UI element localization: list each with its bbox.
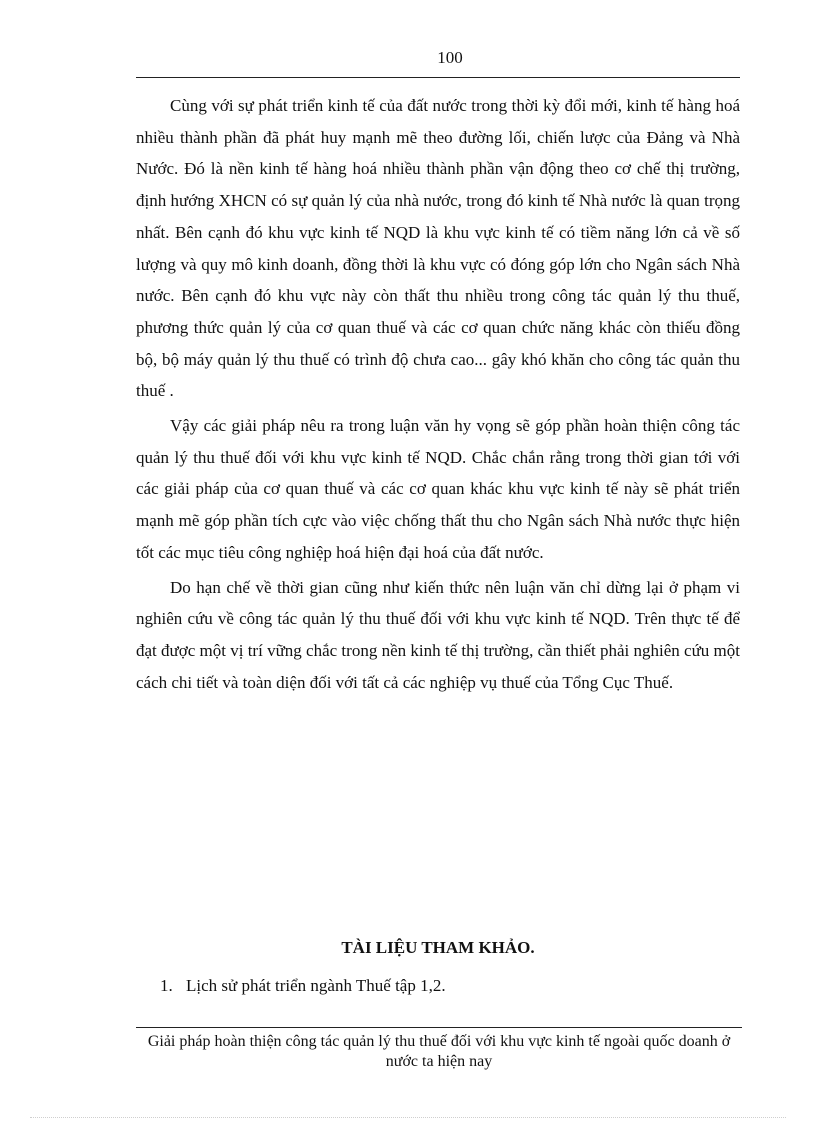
header-divider	[136, 77, 740, 78]
page-number: 100	[437, 48, 463, 67]
footer-divider	[136, 1027, 742, 1028]
footer-title: Giải pháp hoàn thiện công tác quản lý thu thuế đối với khu vực kinh tế ngoài quốc doanh ở nước ta hiện nay	[147, 1033, 731, 1070]
paragraph: Do hạn chế về thời gian cũng như kiến thức nên luận văn chỉ dừng lại ở phạm vi nghiên cứu về công tác quản lý thu thuế đối với khu vực kinh tế NQD. Trên thực tế để đạt được một vị trí vững chắc trong nền kinh tế thị trường, cần thiết phải nghiên cứu một cách chi tiết và toàn diện đối với tất cả các nghiệp vụ thuế của Tổng Cục Thuế.	[136, 577, 740, 692]
reference-text: Lịch sử phát triển ngành Thuế tập 1,2.	[186, 976, 446, 995]
page-bottom-edge	[30, 1117, 786, 1118]
paragraph: Vậy các giải pháp nêu ra trong luận văn hy vọng sẽ góp phần hoàn thiện công tác quản lý thu thuế đối với khu vực kinh tế NQD. Chắc chắn rằng trong thời gian tới với các giải pháp của cơ quan thuế và các cơ quan khác khu vực kinh tế này sẽ phát triển mạnh mẽ góp phần tích cực vào việc chống thất thu cho Ngân sách Nhà nước thực hiện tốt các mục tiêu công nghiệp hoá hiện đại hoá của đất nước.	[136, 416, 740, 562]
reference-item	[160, 976, 720, 996]
reference-number: 1.	[160, 976, 173, 995]
references-title: TÀI LIỆU THAM KHẢO.	[341, 938, 535, 957]
body-text	[136, 90, 740, 698]
paragraph: Cùng với sự phát triển kinh tế của đất nước trong thời kỳ đổi mới, kinh tế hàng hoá nhiều thành phần đã phát huy mạnh mẽ theo đường lối, chiến lược của Đảng và Nhà Nước. Đó là nền kinh tế hàng hoá nhiều thành phần vận động theo cơ chế thị trường, định hướng XHCN có sự quản lý của nhà nước, trong đó kinh tế Nhà nước là quan trọng nhất. Bên cạnh đó khu vực kinh tế NQD là khu vực kinh tế có tiềm năng lớn cả về số lượng và quy mô kinh doanh, đồng thời là khu vực có đóng góp lớn cho Ngân sách Nhà nước. Bên cạnh đó khu vực này còn thất thu nhiều trong công tác quản lý thu thuế, phương thức quản lý của cơ quan thuế và các cơ quan chức năng khác còn thiếu đồng bộ, bộ máy quản lý thu thuế có trình độ chưa cao... gây khó khăn cho công tác quản thu thuế .	[136, 96, 740, 401]
